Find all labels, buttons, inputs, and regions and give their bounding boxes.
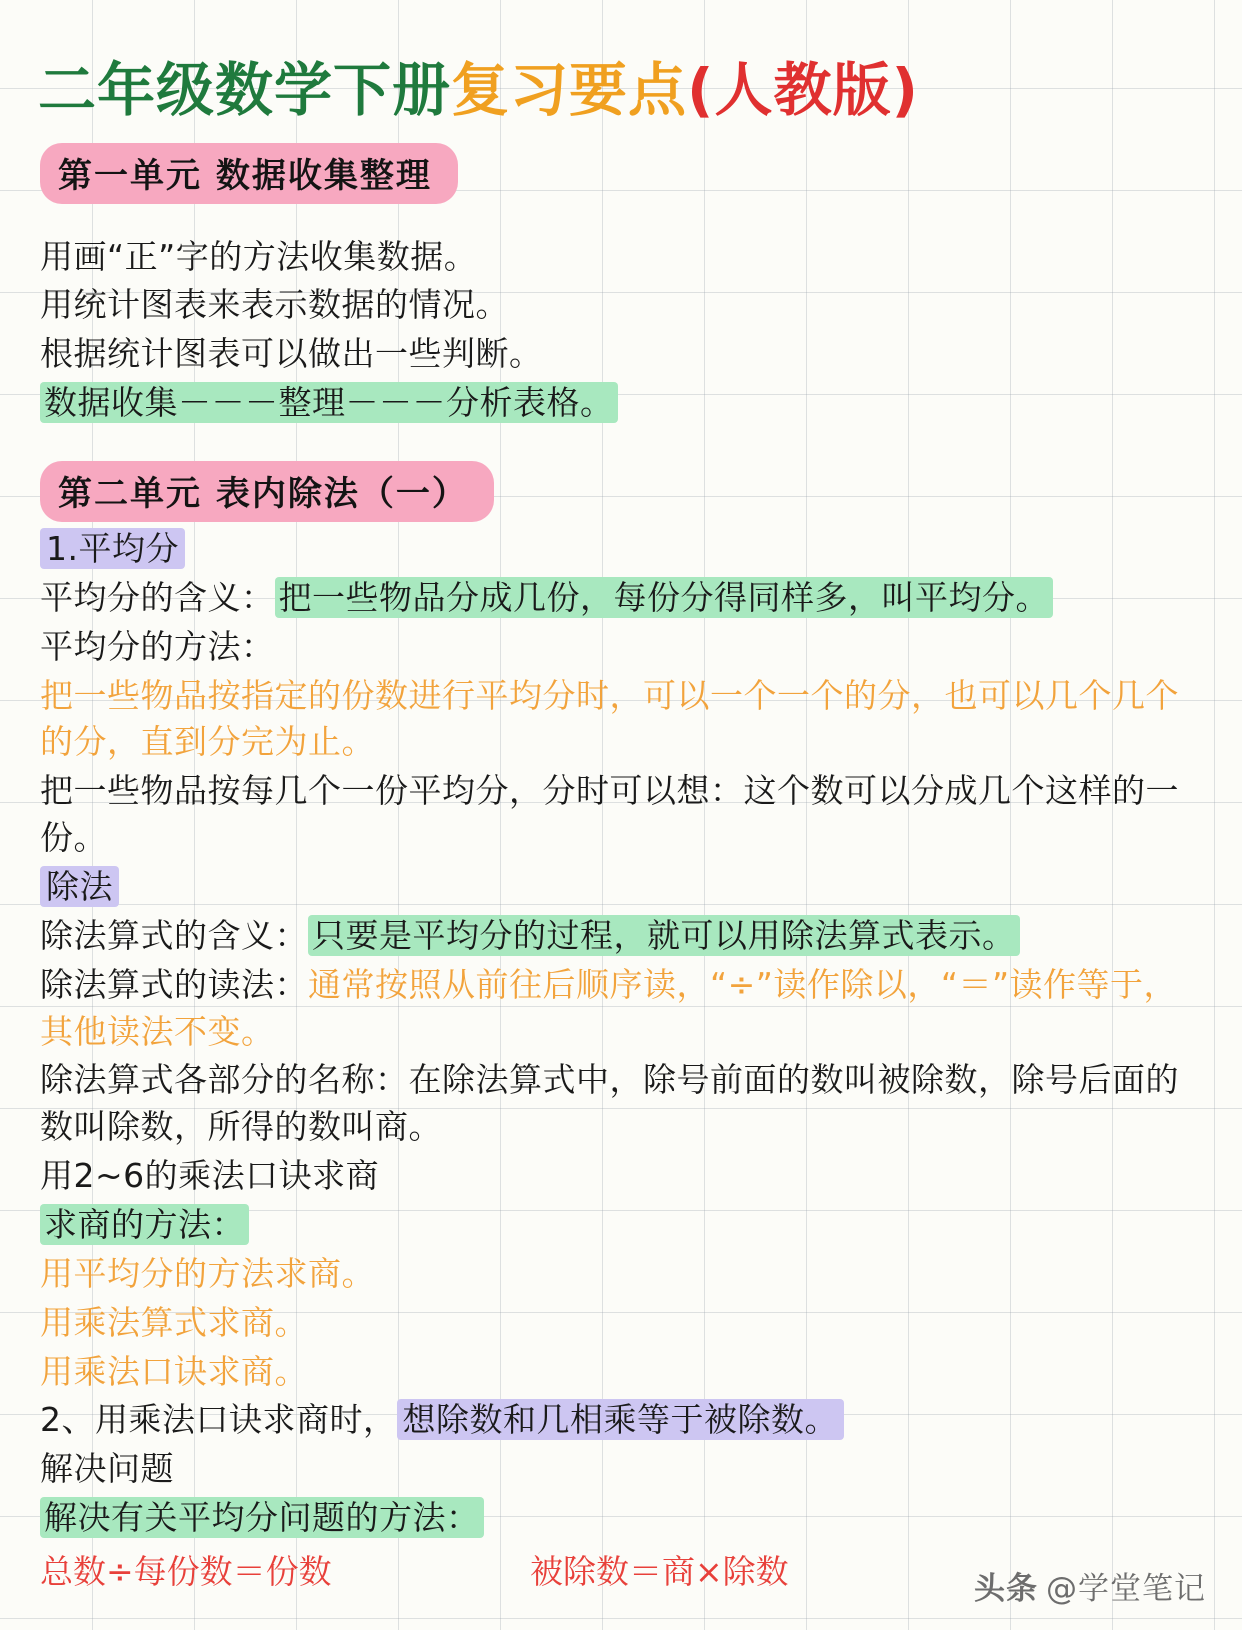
unit1-line-3: 根据统计图表可以做出一些判断。 xyxy=(40,334,543,374)
title-part-green: 二年级数学下册 xyxy=(38,56,452,124)
quotient-method-label-text: 求商的方法： xyxy=(40,1204,249,1245)
solve-problem-label: 解决问题 xyxy=(40,1449,174,1489)
quotient-method-item-3: 用乘法口诀求商。 xyxy=(40,1351,308,1391)
quotient-method-item-1: 用平均分的方法求商。 xyxy=(40,1253,375,1293)
division-label xyxy=(40,864,1208,911)
page-title xyxy=(38,54,1208,127)
unit-heading-2: 第二单元 表内除法（一） xyxy=(40,461,494,522)
unit-heading-1: 第一单元 数据收集整理 xyxy=(40,143,458,204)
average-meaning-prefix: 平均分的含义： xyxy=(40,577,275,617)
unit1-line-4-text: 数据收集－－－整理－－－分析表格。 xyxy=(40,382,618,423)
solve-method-label-text: 解决有关平均分问题的方法： xyxy=(40,1497,484,1538)
division-meaning-prefix: 除法算式的含义： xyxy=(40,915,308,955)
multiplication-table-line: 用2~6的乘法口诀求商 xyxy=(40,1156,380,1196)
unit1-line-2: 用统计图表来表示数据的情况。 xyxy=(40,285,509,325)
title-part-red: (人教版) xyxy=(687,56,920,124)
division-reading-orange: 通常按照从前往后顺序读，“÷”读作除以，“＝”读作等于，其他读法不变。 xyxy=(40,964,1178,1051)
toutiao-logo: 头条 xyxy=(974,1571,1038,1607)
spacer xyxy=(34,208,1208,234)
title-part-orange: 复习要点 xyxy=(451,56,688,124)
average-method-orange: 把一些物品按指定的份数进行平均分时，可以一个一个的分，也可以几个几个的分，直到分完为止。 xyxy=(40,675,1179,762)
division-label-text: 除法 xyxy=(40,866,119,907)
formula-right: 被除数＝商×除数 xyxy=(530,1551,789,1591)
formula-left: 总数÷每份数＝份数 xyxy=(40,1551,332,1591)
division-reading-prefix: 除法算式的读法： xyxy=(40,964,308,1004)
division-meaning-highlight: 只要是平均分的过程，就可以用除法算式表示。 xyxy=(308,915,1020,956)
unit2-section-1-label xyxy=(40,526,1208,573)
division-meaning xyxy=(40,913,1208,960)
division-reading xyxy=(40,962,1208,1056)
unit1-line-1: 用画“正”字的方法收集数据。 xyxy=(40,236,478,276)
spacer xyxy=(34,429,1208,455)
quotient-method-label xyxy=(40,1202,1208,1249)
average-label: 1.平均分 xyxy=(40,528,185,569)
average-method-label: 平均分的方法： xyxy=(40,626,275,666)
quotient-method-item-2: 用乘法算式求商。 xyxy=(40,1302,308,1342)
item-2-prefix: 2、用乘法口诀求商时， xyxy=(40,1400,397,1440)
watermark-text: @学堂笔记 xyxy=(1046,1571,1206,1607)
average-meaning-highlight: 把一些物品分成几份，每份分得同样多，叫平均分。 xyxy=(275,577,1054,618)
solve-method-label xyxy=(40,1495,1208,1542)
unit1-line-4 xyxy=(40,380,1208,427)
average-meaning xyxy=(40,575,1208,622)
item-2-highlight: 想除数和几相乘等于被除数。 xyxy=(397,1399,845,1440)
division-parts: 除法算式各部分的名称：在除法算式中，除号前面的数叫被除数，除号后面的数叫除数，所得的数叫商。 xyxy=(40,1060,1179,1147)
watermark xyxy=(974,1563,1206,1608)
item-2-line xyxy=(40,1397,1208,1444)
average-method-black: 把一些物品按每几个一份平均分，分时可以想：这个数可以分成几个这样的一份。 xyxy=(40,771,1179,858)
